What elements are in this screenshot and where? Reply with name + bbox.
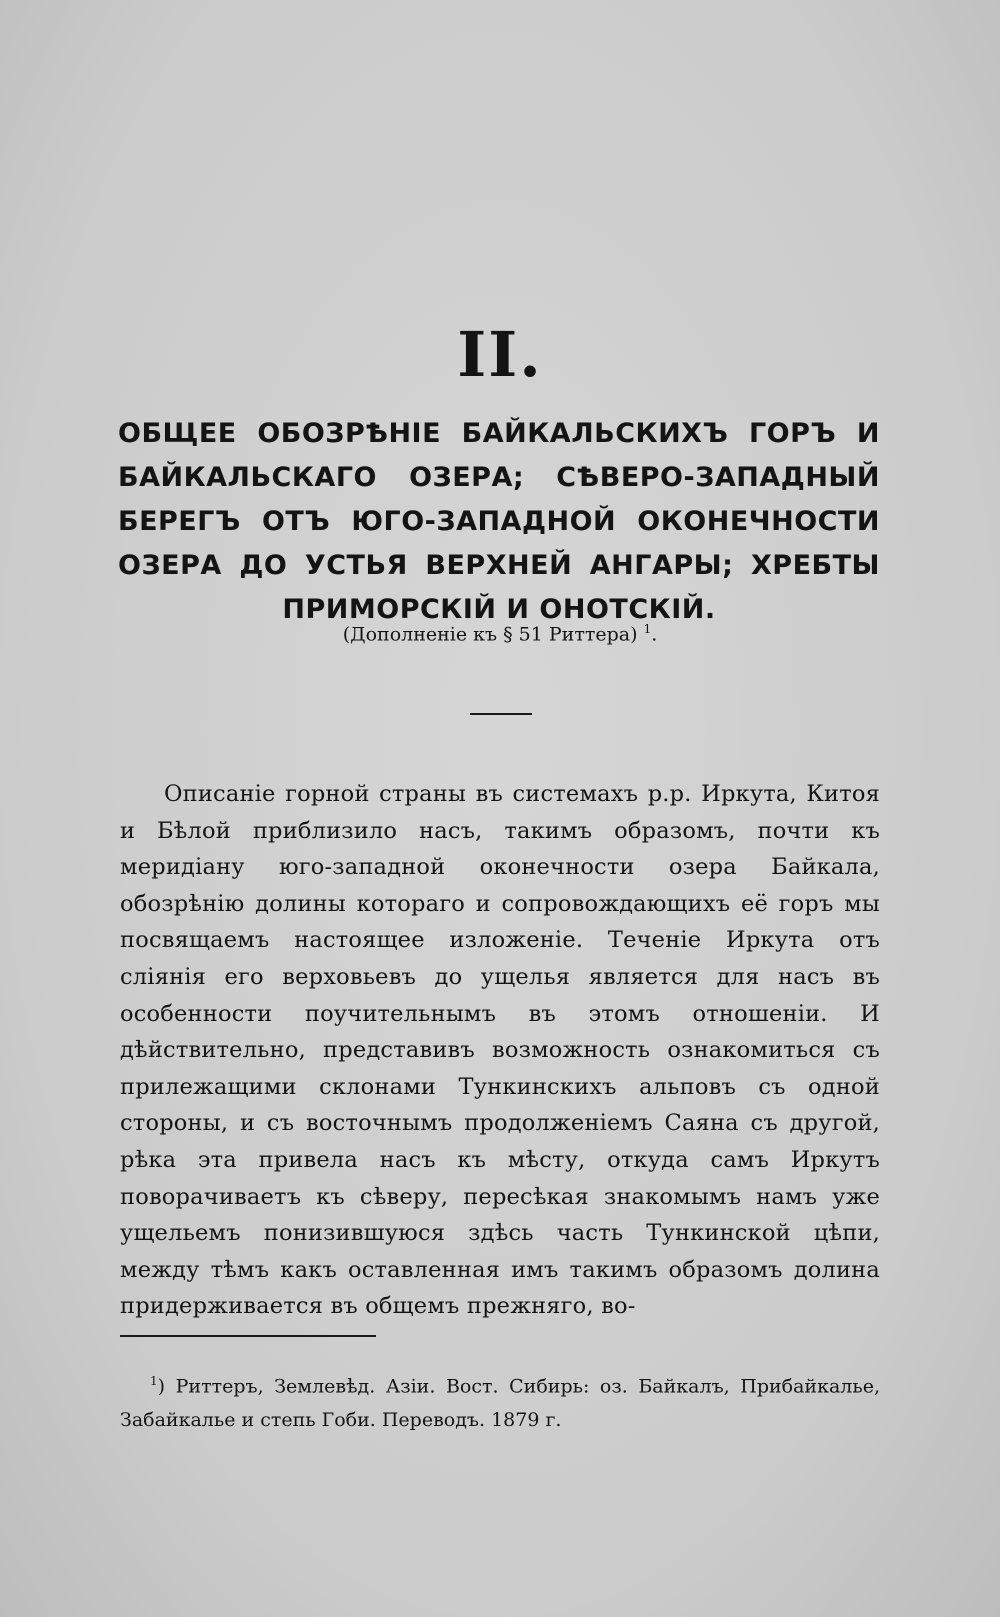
- footnote-divider: [120, 1335, 376, 1337]
- subtitle-text: (Дополненіе къ § 51 Риттера): [342, 623, 638, 646]
- chapter-number: II.: [457, 318, 543, 391]
- chapter-subtitle: [0, 622, 1000, 645]
- body-paragraph: Описаніе горной страны въ системахъ р.р. Иркута, Китоя и Бѣлой приблизило насъ, такимъ образомъ, почти къ меридіану юго-западной оконечности озера Байкала, обозрѣнію долины котораго и сопровождающихъ её горъ мы посвящаемъ настоящее изложеніе. Теченіе Иркута отъ сліянія его верховьевъ до ущелья является для насъ въ особенности поучительнымъ въ этомъ отношеніи. И дѣйствительно, представивъ возможность ознакомиться съ прилежащими склонами Тункинскихъ альповъ съ одной стороны, и съ восточнымъ продолженіемъ Саяна съ другой, рѣка эта привела насъ къ мѣсту, откуда самъ Иркутъ поворачиваетъ къ сѣверу, пересѣкая знакомымъ намъ уже ущельемъ понизившуюся здѣсь часть Тункинской цѣпи, между тѣмъ какъ оставленная имъ такимъ образомъ долина придерживается въ общемъ прежняго, во-: [120, 781, 880, 1320]
- footnote: [120, 1364, 880, 1437]
- subtitle-trailing: .: [651, 623, 658, 646]
- footnote-text: ) Риттеръ, Землевѣд. Азіи. Вост. Сибирь: оз. Байкалъ, Прибайкалье, Забайкалье и степь Гоби. Переводъ. 1879 г.: [120, 1375, 880, 1432]
- subtitle-footnote-mark: 1: [643, 622, 652, 636]
- footnote-mark: 1: [150, 1374, 158, 1388]
- title-divider: [470, 713, 532, 715]
- chapter-title: ОБЩЕЕ ОБОЗРѢНІЕ БАЙКАЛЬСКИХЪ ГОРЪ И БАЙКАЛЬСКАГО ОЗЕРА; СѢВЕРО-ЗАПАДНЫЙ БЕРЕГЪ ОТЪ ЮГО-ЗАПАДНОЙ ОКОНЕЧНОСТИ ОЗЕРА ДО УСТЬЯ ВЕРХНЕЙ АНГАРЫ; ХРЕБТЫ ПРИМОРСКІЙ И ОНОТСКІЙ.: [118, 418, 880, 625]
